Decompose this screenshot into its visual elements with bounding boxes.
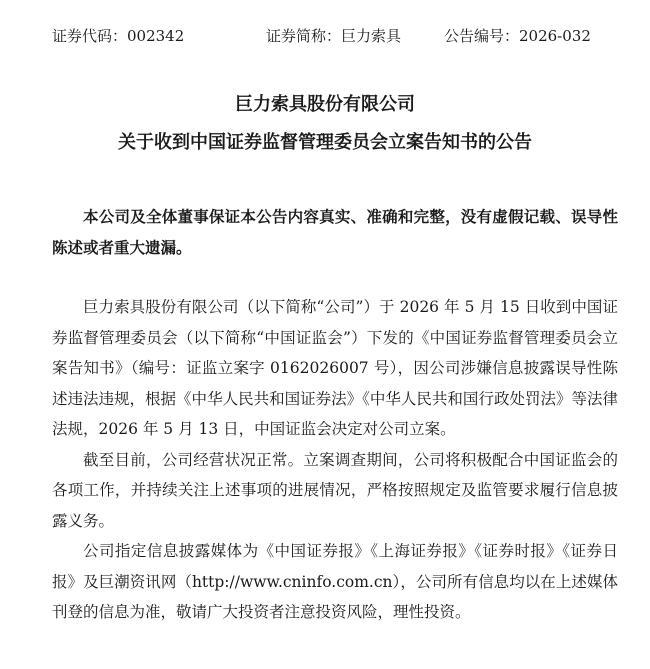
board-statement: 本公司及全体董事保证本公告内容真实、准确和完整，没有虚假记载、误导性陈述或者重大遗漏。 [52, 208, 618, 257]
announcement-body [52, 292, 618, 628]
header-row [0, 22, 650, 50]
stock-code: 证券代码：002342 [52, 27, 185, 45]
announcement-number: 公告编号：2026-032 [444, 27, 591, 45]
stock-short-name: 证券简称：巨力索具 [266, 27, 402, 45]
body-paragraph: 公司指定信息披露媒体为《中国证券报》《上海证券报》《证券时报》《证券日报》及巨潮资讯网（http://www.cninfo.com.cn），公司所有信息均以在上述媒体刊登的信息为准，敬请广大投资者注意投资风险，理性投资。 [52, 542, 618, 621]
announcement-title: 关于收到中国证券监督管理委员会立案告知书的公告 [118, 132, 532, 153]
body-paragraph: 巨力索具股份有限公司（以下简称“公司”）于 2026 年 5 月 15 日收到中国证券监督管理委员会（以下简称“中国证监会”）下发的《中国证券监督管理委员会立案告知书》（编号：证监立案字 0162026007 号），因公司涉嫌信息披露误导性陈述违法违规，根据《中华人民共和国证券法》《中华人民共和国行政处罚法》等法律法规，2026 年 5 月 13 日，中国证监会决定对公司立案。 [52, 298, 618, 438]
body-paragraph: 截至目前，公司经营状况正常。立案调查期间，公司将积极配合中国证监会的各项工作，并持续关注上述事项的进展情况，严格按照规定及监管要求履行信息披露义务。 [52, 450, 618, 530]
company-name: 巨力索具股份有限公司 [235, 94, 415, 115]
